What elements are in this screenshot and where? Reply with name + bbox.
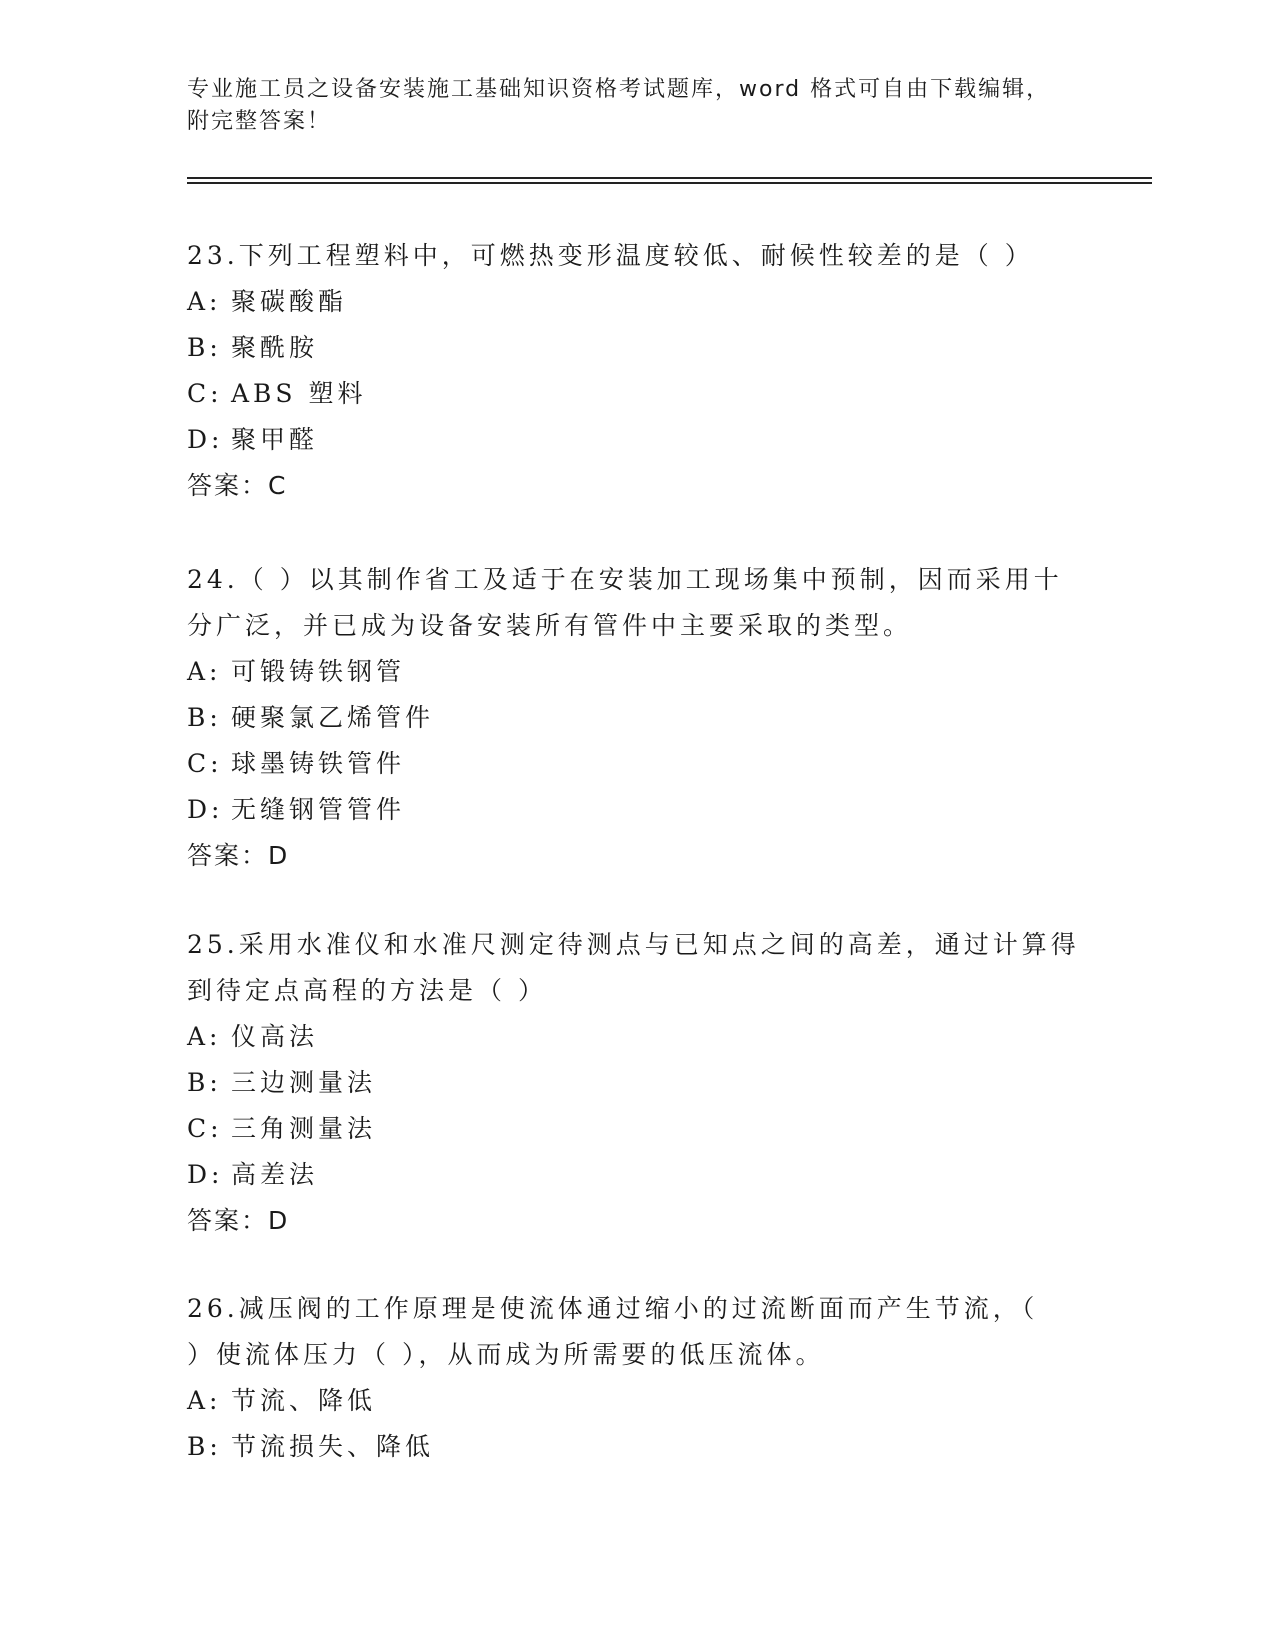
- option-text: 三角测量法: [231, 1114, 377, 1143]
- option-letter: A:: [187, 1386, 222, 1415]
- option-letter: B:: [187, 703, 222, 732]
- answer-line: 答案：D: [187, 1206, 290, 1235]
- question-stem-continued: 分广泛，并已成为设备安装所有管件中主要采取的类型。: [187, 611, 913, 640]
- option-a: [187, 649, 1087, 695]
- option-b: [187, 1424, 1087, 1470]
- header-line-1: 专业施工员之设备安装施工基础知识资格考试题库，word 格式可自由下载编辑，: [187, 77, 1051, 102]
- header-divider-bottom: [187, 182, 1152, 184]
- option-text: 高差法: [231, 1160, 319, 1189]
- option-b: [187, 325, 1087, 371]
- option-d: [187, 1152, 1087, 1198]
- question-stem: 24.（ ）以其制作省工及适于在安装加工现场集中预制，因而采用十: [187, 565, 1063, 594]
- option-text: 聚碳酸酯: [231, 287, 348, 316]
- option-b: [187, 1060, 1087, 1106]
- question-24: [187, 557, 1087, 879]
- option-letter: C:: [187, 379, 223, 408]
- option-text: 聚甲醛: [231, 425, 319, 454]
- option-a: [187, 1378, 1087, 1424]
- question-stem-continued: 到待定点高程的方法是（ ）: [187, 976, 547, 1005]
- option-c: [187, 371, 1087, 417]
- option-a: [187, 279, 1087, 325]
- document-header: [187, 74, 1087, 138]
- question-stem: 23.下列工程塑料中，可燃热变形温度较低、耐候性较差的是（ ）: [187, 241, 1034, 270]
- option-d: [187, 787, 1087, 833]
- question-stem: 25.采用水准仪和水准尺测定待测点与已知点之间的高差，通过计算得: [187, 930, 1080, 959]
- option-letter: C:: [187, 1114, 223, 1143]
- option-a: [187, 1014, 1087, 1060]
- option-text: 节流损失、降低: [231, 1432, 435, 1461]
- option-text: ABS 塑料: [231, 379, 367, 408]
- option-letter: A:: [187, 1022, 222, 1051]
- option-text: 球墨铸铁管件: [231, 749, 406, 778]
- option-text: 聚酰胺: [231, 333, 319, 362]
- option-letter: B:: [187, 333, 222, 362]
- option-letter: B:: [187, 1068, 222, 1097]
- answer-line: 答案：C: [187, 471, 288, 500]
- option-letter: A:: [187, 657, 222, 686]
- option-text: 无缝钢管管件: [231, 795, 406, 824]
- option-letter: C:: [187, 749, 223, 778]
- question-26: [187, 1286, 1087, 1470]
- option-c: [187, 1106, 1087, 1152]
- question-25: [187, 922, 1087, 1244]
- option-c: [187, 741, 1087, 787]
- header-divider-top: [187, 177, 1152, 179]
- option-letter: D:: [187, 795, 224, 824]
- option-d: [187, 417, 1087, 463]
- option-letter: B:: [187, 1432, 222, 1461]
- option-letter: D:: [187, 1160, 224, 1189]
- option-letter: D:: [187, 425, 224, 454]
- question-23: [187, 233, 1087, 509]
- option-text: 可锻铸铁钢管: [231, 657, 406, 686]
- option-text: 三边测量法: [231, 1068, 377, 1097]
- header-line-2: 附完整答案！: [187, 109, 332, 134]
- option-text: 硬聚氯乙烯管件: [231, 703, 435, 732]
- option-letter: A:: [187, 287, 222, 316]
- answer-line: 答案：D: [187, 841, 290, 870]
- question-stem: 26.减压阀的工作原理是使流体通过缩小的过流断面而产生节流，（: [187, 1294, 1039, 1323]
- question-stem-continued: ）使流体压力（ ），从而成为所需要的低压流体。: [187, 1340, 825, 1369]
- option-b: [187, 695, 1087, 741]
- option-text: 仪高法: [231, 1022, 319, 1051]
- option-text: 节流、降低: [231, 1386, 377, 1415]
